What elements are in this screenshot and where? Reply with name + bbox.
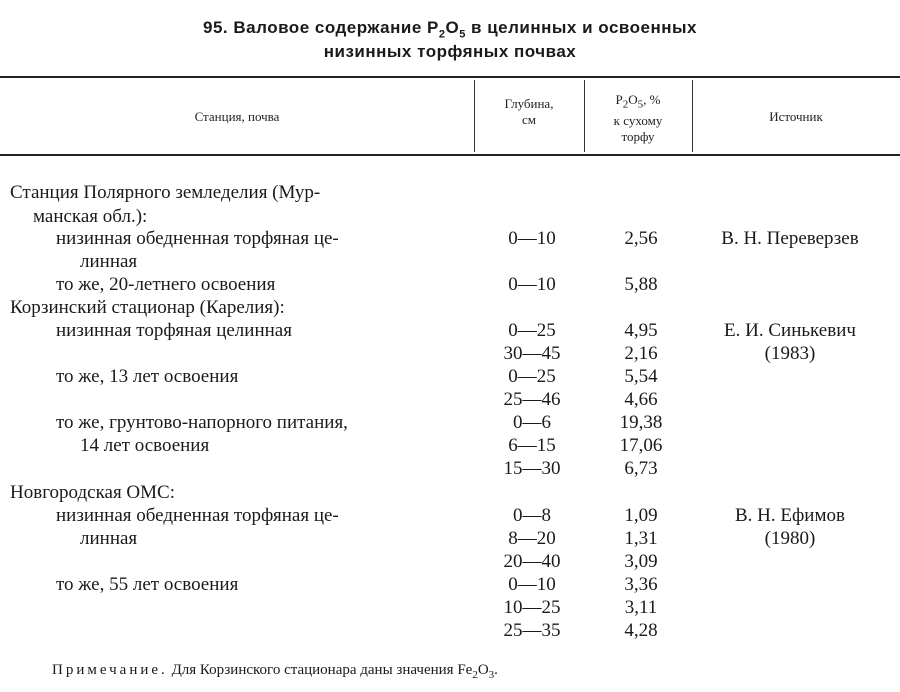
depth-value: 0—10	[508, 574, 556, 595]
depth-value: 15—30	[503, 458, 561, 479]
soil-name: 14 лет освоения	[80, 435, 210, 456]
table-number: 95.	[203, 18, 229, 37]
table-title-line2: низинных торфяных почвах	[323, 42, 577, 61]
depth-value: 0—10	[508, 228, 556, 249]
p2o5-value: 3,11	[624, 597, 658, 618]
soil-name: линная	[80, 528, 138, 549]
p2o5-value: 1,09	[624, 505, 658, 526]
table-title	[0, 18, 900, 40]
station-name: Новгородская ОМС:	[10, 482, 175, 503]
note-label: Примечание.	[52, 662, 168, 678]
soil-name: то же, 20-летнего освоения	[56, 274, 276, 295]
soil-name: то же, 13 лет освоения	[56, 366, 239, 387]
header-source: Источник	[769, 109, 823, 124]
table-header-rule	[0, 154, 900, 156]
source-year: (1980)	[764, 528, 816, 549]
soil-name: низинная обедненная торфяная це-	[56, 505, 339, 526]
header-depth: Глубина, см	[504, 96, 554, 127]
depth-value: 10—25	[503, 597, 561, 618]
p2o5-value: 5,54	[624, 366, 658, 387]
station-name: манская обл.):	[33, 206, 148, 227]
p2o5-value: 3,36	[624, 574, 658, 595]
source-cell: В. Н. Переверзев	[721, 228, 859, 249]
p2o5-value: 2,16	[624, 343, 658, 364]
depth-value: 0—25	[508, 366, 556, 387]
depth-value: 20—40	[503, 551, 561, 572]
depth-value: 0—10	[508, 274, 556, 295]
depth-value: 6—15	[508, 435, 556, 456]
note-text: Для Корзинского стационара даны значения $Fe_2O_3$.	[167, 662, 498, 681]
header-station: Станция, почва	[194, 109, 280, 124]
p2o5-value: 4,95	[624, 320, 658, 341]
station-name: Станция Полярного земледелия (Мур-	[10, 182, 321, 203]
station-name: Корзинский стационар (Карелия):	[10, 297, 285, 318]
soil-name: то же, грунтово-напорного питания,	[56, 412, 348, 433]
table-top-rule	[0, 76, 900, 78]
depth-value: 25—35	[503, 620, 561, 641]
p2o5-value: 3,09	[624, 551, 658, 572]
depth-value: 0—8	[513, 505, 551, 526]
p2o5-value: 1,31	[624, 528, 658, 549]
source-year: (1983)	[764, 343, 816, 364]
depth-value: 0—25	[508, 320, 556, 341]
source-cell: Е. И. Синькевич	[724, 320, 856, 341]
table-note	[52, 662, 498, 681]
p2o5-value: 2,56	[624, 228, 658, 249]
p2o5-value: 5,88	[624, 274, 658, 295]
p2o5-value: 6,73	[624, 458, 658, 479]
soil-name: линная	[80, 251, 138, 272]
p2o5-value: 19,38	[619, 412, 663, 433]
p2o5-value: 17,06	[619, 435, 663, 456]
soil-name: низинная торфяная целинная	[56, 320, 292, 341]
depth-value: 0—6	[513, 412, 551, 433]
depth-value: 8—20	[508, 528, 556, 549]
depth-value: 25—46	[503, 389, 561, 410]
soil-name: низинная обедненная торфяная це-	[56, 228, 339, 249]
header-p2o5: $P_2O_5$, % к сухому торфу	[613, 92, 663, 144]
source-cell: В. Н. Ефимов	[735, 505, 845, 526]
title-text: Валовое содержание $P_2O_5$ в целинных и освоенных	[233, 18, 697, 41]
depth-value: 30—45	[503, 343, 561, 364]
soil-name: то же, 55 лет освоения	[56, 574, 239, 595]
p2o5-value: 4,28	[624, 620, 658, 641]
p2o5-value: 4,66	[624, 389, 658, 410]
